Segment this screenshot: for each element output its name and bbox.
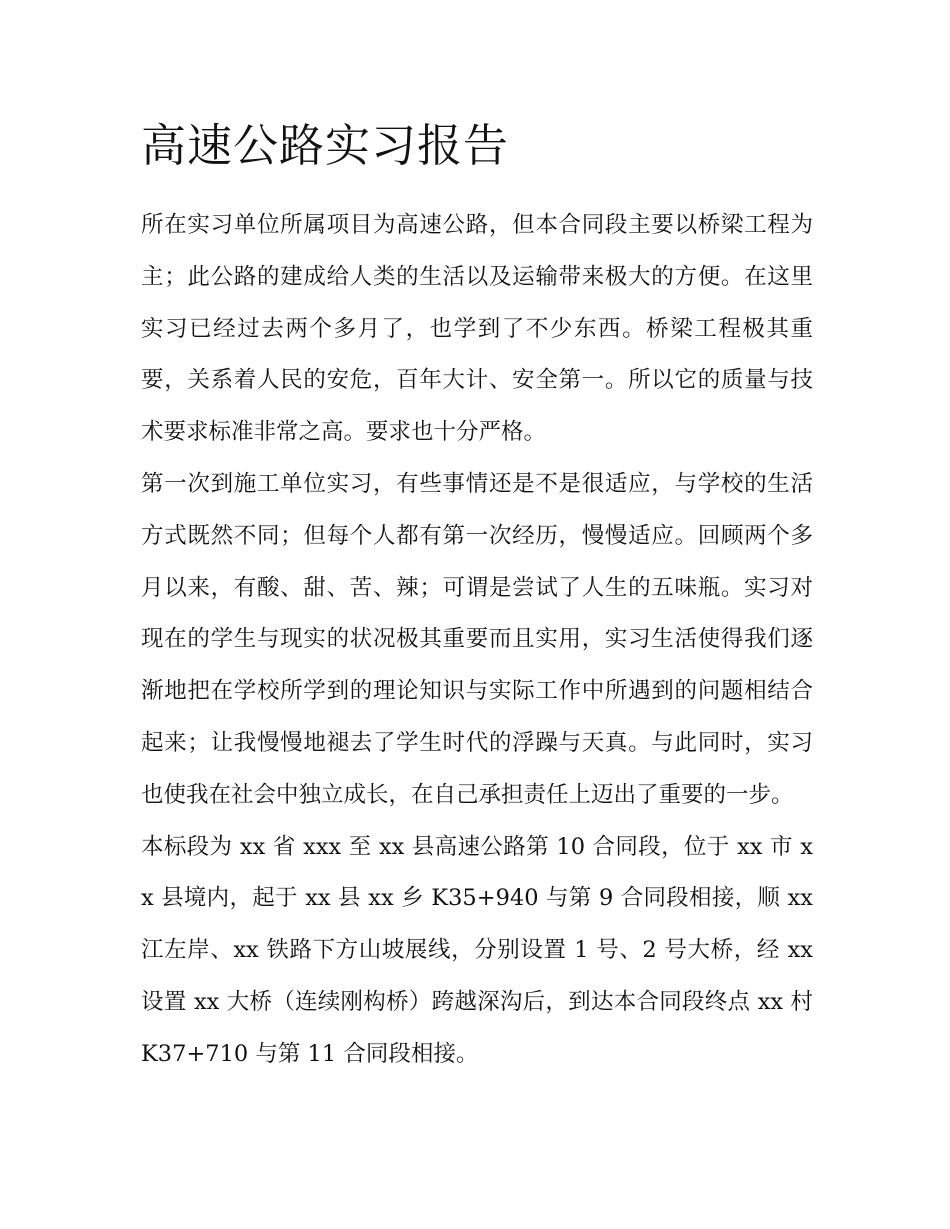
paragraph: 本标段为 xx 省 xxx 至 xx 县高速公路第 10 合同段，位于 xx 市 xx 县境内，起于 xx 县 xx 乡 K35+940 与第 9 合同段相接，顺 xx 江左岸、xx 铁路下方山坡展线，分别设置 1 号、2 号大桥，经 xx 设置 xx 大桥（连续刚构桥）跨越深沟后，到达本合同段终点 xx 村 K37+710 与第 11 合同段相接。 — [141, 833, 813, 1067]
paragraph: 所在实习单位所属项目为高速公路，但本合同段主要以桥梁工程为主；此公路的建成给人类的生活以及运输带来极大的方便。在这里实习已经过去两个多月了，也学到了不少东西。桥梁工程极其重要，关系着人民的安危，百年大计、安全第一。所以它的质量与技术要求标准非常之高。要求也十分严格。 — [141, 212, 813, 446]
document-body — [141, 200, 813, 1081]
document-title: 高速公路实习报告 — [141, 119, 510, 172]
paragraph: 第一次到施工单位实习，有些事情还是不是很适应，与学校的生活方式既然不同；但每个人都有第一次经历，慢慢适应。回顾两个多月以来，有酸、甜、苦、辣；可谓是尝试了人生的五味瓶。实习对现在的学生与现实的状况极其重要而且实用，实习生活使得我们逐渐地把在学校所学到的理论知识与实际工作中所遇到的问题相结合起来；让我慢慢地褪去了学生时代的浮躁与天真。与此同时，实习也使我在社会中独立成长，在自己承担责任上迈出了重要的一步。 — [141, 470, 813, 808]
